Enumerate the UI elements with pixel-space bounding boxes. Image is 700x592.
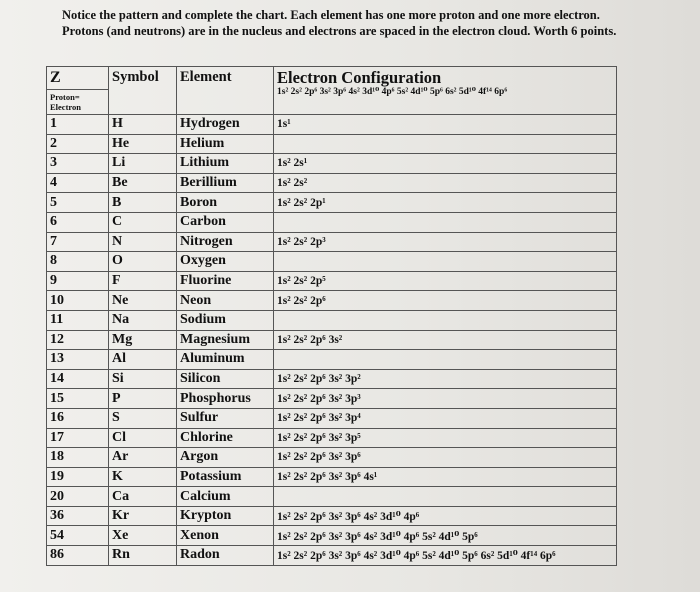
header-config-sequence: 1s² 2s² 2p⁶ 3s² 3p⁶ 4s² 3d¹⁰ 4p⁶ 5s² 4d¹⁰ 5p⁶ 6s² 5d¹⁰ 4f¹⁴ 6p⁶ bbox=[277, 87, 508, 97]
cell-z: 14 bbox=[47, 369, 109, 389]
cell-element: Potassium bbox=[177, 467, 274, 487]
cell-element: Sulfur bbox=[177, 408, 274, 428]
cell-z: 19 bbox=[47, 467, 109, 487]
cell-z: 4 bbox=[47, 173, 109, 193]
cell-config[interactable]: 1s² 2s² 2p⁶ 3s² 3p⁴ bbox=[274, 408, 617, 428]
cell-z: 12 bbox=[47, 330, 109, 350]
table-row bbox=[47, 330, 617, 350]
table-row bbox=[47, 154, 617, 174]
cell-z: 5 bbox=[47, 193, 109, 213]
table-row bbox=[47, 369, 617, 389]
cell-z: 54 bbox=[47, 526, 109, 546]
cell-symbol: Kr bbox=[109, 506, 177, 526]
cell-element: Krypton bbox=[177, 506, 274, 526]
table-row bbox=[47, 310, 617, 330]
cell-symbol: K bbox=[109, 467, 177, 487]
cell-element: Helium bbox=[177, 134, 274, 154]
cell-symbol: Rn bbox=[109, 546, 177, 566]
cell-symbol: Xe bbox=[109, 526, 177, 546]
cell-z: 7 bbox=[47, 232, 109, 252]
table-row bbox=[47, 408, 617, 428]
cell-symbol: Ne bbox=[109, 291, 177, 311]
cell-symbol: Si bbox=[109, 369, 177, 389]
cell-config[interactable]: 1s² 2s² 2p¹ bbox=[274, 193, 617, 213]
cell-element: Fluorine bbox=[177, 271, 274, 291]
cell-element: Nitrogen bbox=[177, 232, 274, 252]
header-row bbox=[47, 67, 617, 90]
cell-z: 8 bbox=[47, 252, 109, 272]
cell-element: Chlorine bbox=[177, 428, 274, 448]
cell-symbol: Ca bbox=[109, 487, 177, 507]
cell-z: 20 bbox=[47, 487, 109, 507]
cell-symbol: Na bbox=[109, 310, 177, 330]
table-row bbox=[47, 232, 617, 252]
cell-z: 11 bbox=[47, 310, 109, 330]
cell-config[interactable]: 1s¹ bbox=[274, 115, 617, 135]
cell-z: 18 bbox=[47, 448, 109, 468]
cell-z: 13 bbox=[47, 350, 109, 370]
cell-symbol: Be bbox=[109, 173, 177, 193]
header-symbol: Symbol bbox=[109, 67, 177, 115]
table-row bbox=[47, 546, 617, 566]
cell-element: Xenon bbox=[177, 526, 274, 546]
cell-config[interactable] bbox=[274, 252, 617, 272]
cell-config[interactable]: 1s² 2s² 2p⁶ 3s² 3p³ bbox=[274, 389, 617, 409]
table-row bbox=[47, 252, 617, 272]
cell-z: 2 bbox=[47, 134, 109, 154]
cell-z: 9 bbox=[47, 271, 109, 291]
cell-z: 36 bbox=[47, 506, 109, 526]
header-config-cell bbox=[274, 67, 617, 115]
cell-element: Argon bbox=[177, 448, 274, 468]
cell-symbol: H bbox=[109, 115, 177, 135]
cell-symbol: Cl bbox=[109, 428, 177, 448]
cell-symbol: Al bbox=[109, 350, 177, 370]
cell-symbol: N bbox=[109, 232, 177, 252]
cell-element: Silicon bbox=[177, 369, 274, 389]
cell-symbol: C bbox=[109, 212, 177, 232]
cell-element: Hydrogen bbox=[177, 115, 274, 135]
table-row bbox=[47, 271, 617, 291]
cell-config[interactable]: 1s² 2s² 2p⁶ 3s² 3p⁶ 4s² 3d¹⁰ 4p⁶ 5s² 4d¹⁰ 5p⁶ 6s² 5d¹⁰ 4f¹⁴ 6p⁶ bbox=[274, 546, 617, 566]
cell-element: Magnesium bbox=[177, 330, 274, 350]
table-row bbox=[47, 193, 617, 213]
cell-element: Carbon bbox=[177, 212, 274, 232]
cell-z: 1 bbox=[47, 115, 109, 135]
table-row bbox=[47, 173, 617, 193]
cell-symbol: He bbox=[109, 134, 177, 154]
table-row bbox=[47, 467, 617, 487]
cell-config[interactable]: 1s² 2s² 2p⁶ 3s² 3p⁶ 4s¹ bbox=[274, 467, 617, 487]
table-row bbox=[47, 389, 617, 409]
cell-z: 86 bbox=[47, 546, 109, 566]
cell-config[interactable] bbox=[274, 487, 617, 507]
electron-configuration-table bbox=[46, 66, 617, 566]
cell-config[interactable]: 1s² 2s² 2p⁶ 3s² 3p⁶ 4s² 3d¹⁰ 4p⁶ bbox=[274, 506, 617, 526]
cell-config[interactable]: 1s² 2s² 2p⁶ 3s² 3p⁶ 4s² 3d¹⁰ 4p⁶ 5s² 4d¹⁰ 5p⁶ bbox=[274, 526, 617, 546]
cell-symbol: P bbox=[109, 389, 177, 409]
header-proton-label: Proton= bbox=[50, 92, 80, 102]
cell-z: 16 bbox=[47, 408, 109, 428]
cell-z: 15 bbox=[47, 389, 109, 409]
table-row bbox=[47, 212, 617, 232]
cell-config[interactable] bbox=[274, 350, 617, 370]
table-row bbox=[47, 350, 617, 370]
cell-z: 17 bbox=[47, 428, 109, 448]
cell-config[interactable]: 1s² 2s² bbox=[274, 173, 617, 193]
cell-element: Phosphorus bbox=[177, 389, 274, 409]
cell-config[interactable]: 1s² 2s² 2p⁶ 3s² 3p⁶ bbox=[274, 448, 617, 468]
table-row bbox=[47, 134, 617, 154]
cell-config[interactable] bbox=[274, 212, 617, 232]
cell-symbol: Ar bbox=[109, 448, 177, 468]
cell-config[interactable]: 1s² 2s¹ bbox=[274, 154, 617, 174]
table-body bbox=[47, 115, 617, 566]
cell-symbol: F bbox=[109, 271, 177, 291]
cell-element: Sodium bbox=[177, 310, 274, 330]
table-row bbox=[47, 115, 617, 135]
cell-symbol: Li bbox=[109, 154, 177, 174]
header-proton-electron bbox=[47, 90, 109, 115]
cell-symbol: O bbox=[109, 252, 177, 272]
cell-element: Berillium bbox=[177, 173, 274, 193]
table-row bbox=[47, 506, 617, 526]
instructions-text: Notice the pattern and complete the chart. Each element has one more proton and one more electron. Protons (and neutrons) are in the nucleus and electrons are spaced in the electron cloud. Worth 6 points. bbox=[62, 8, 617, 38]
table-row bbox=[47, 526, 617, 546]
cell-config[interactable]: 1s² 2s² 2p⁶ 3s² 3p² bbox=[274, 369, 617, 389]
cell-config[interactable] bbox=[274, 310, 617, 330]
cell-element: Oxygen bbox=[177, 252, 274, 272]
table-row bbox=[47, 428, 617, 448]
header-element: Element bbox=[177, 67, 274, 115]
table-row bbox=[47, 487, 617, 507]
cell-symbol: Mg bbox=[109, 330, 177, 350]
header-z: Z bbox=[47, 67, 109, 90]
cell-element: Lithium bbox=[177, 154, 274, 174]
cell-config[interactable]: 1s² 2s² 2p⁵ bbox=[274, 271, 617, 291]
cell-element: Aluminum bbox=[177, 350, 274, 370]
cell-z: 3 bbox=[47, 154, 109, 174]
header-config: Electron Configuration bbox=[277, 68, 442, 87]
cell-z: 6 bbox=[47, 212, 109, 232]
cell-config[interactable]: 1s² 2s² 2p⁶ 3s² 3p⁵ bbox=[274, 428, 617, 448]
cell-element: Boron bbox=[177, 193, 274, 213]
table-row bbox=[47, 291, 617, 311]
cell-element: Calcium bbox=[177, 487, 274, 507]
cell-config[interactable] bbox=[274, 134, 617, 154]
cell-symbol: B bbox=[109, 193, 177, 213]
cell-symbol: S bbox=[109, 408, 177, 428]
cell-z: 10 bbox=[47, 291, 109, 311]
cell-config[interactable]: 1s² 2s² 2p⁶ bbox=[274, 291, 617, 311]
cell-config[interactable]: 1s² 2s² 2p³ bbox=[274, 232, 617, 252]
cell-element: Neon bbox=[177, 291, 274, 311]
cell-config[interactable]: 1s² 2s² 2p⁶ 3s² bbox=[274, 330, 617, 350]
header-electron-label: Electron bbox=[50, 102, 82, 112]
cell-element: Radon bbox=[177, 546, 274, 566]
table-row bbox=[47, 448, 617, 468]
